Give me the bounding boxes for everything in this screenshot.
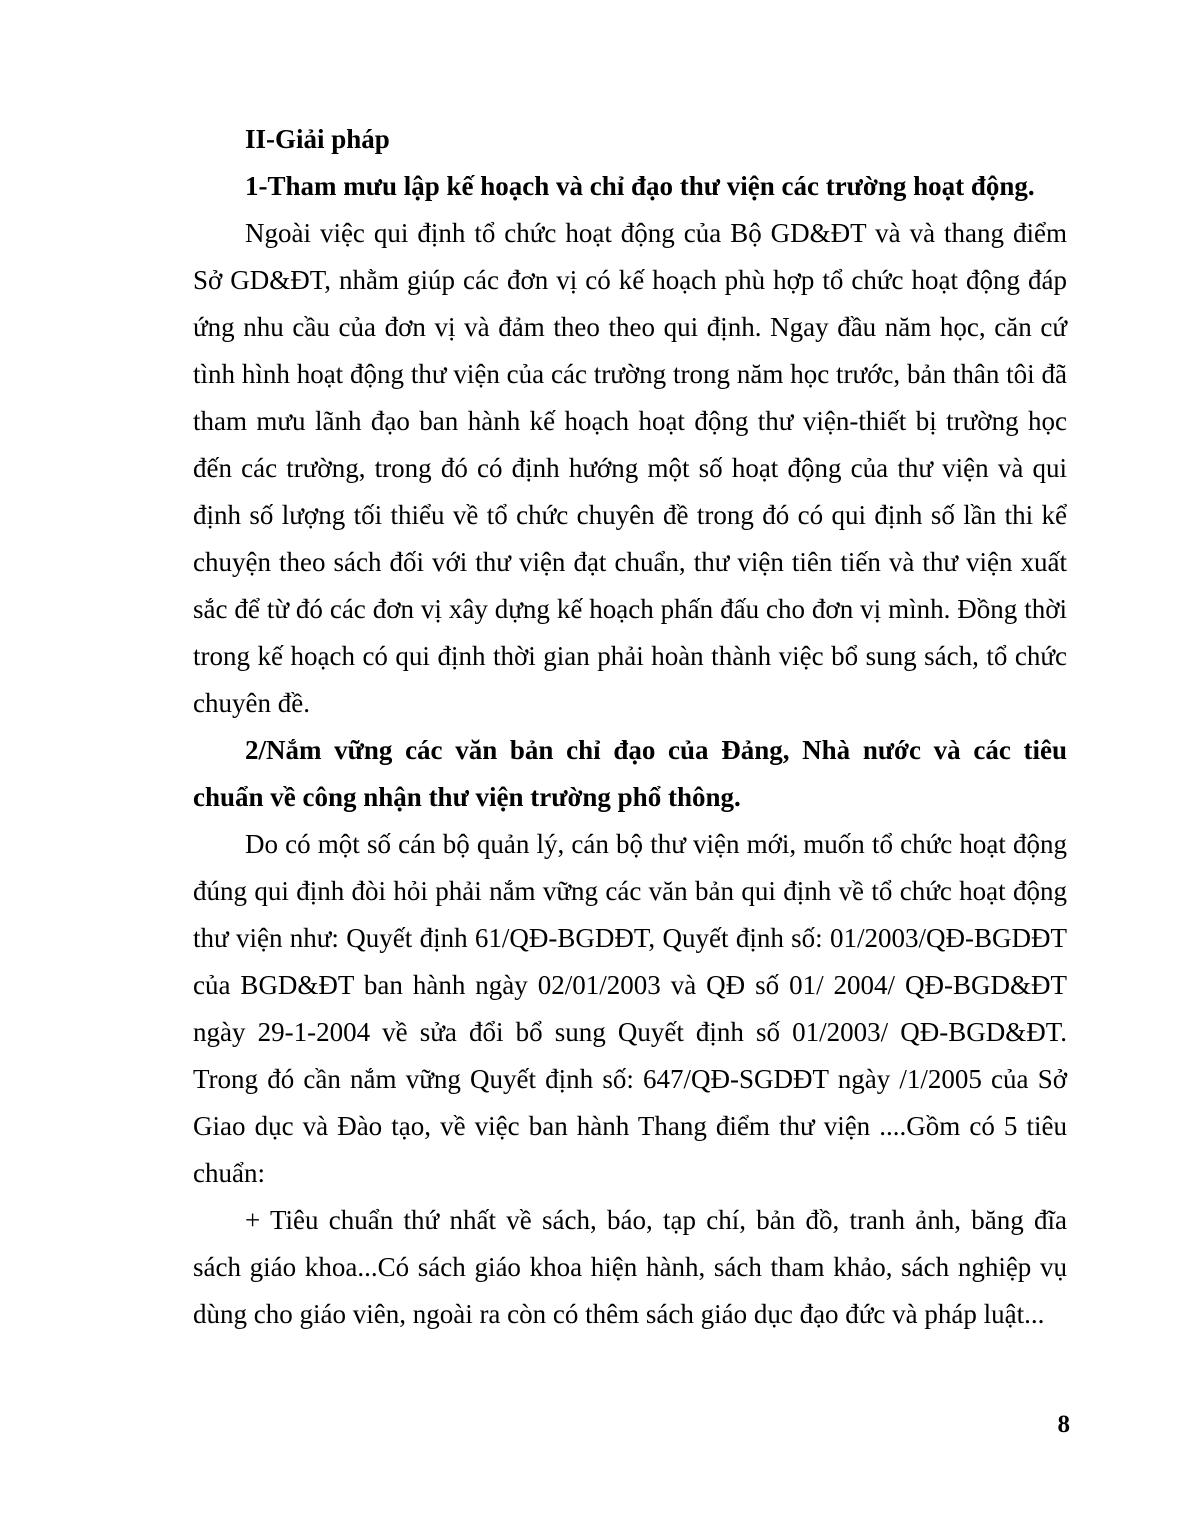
page-number: 8 — [1057, 1411, 1070, 1438]
subsection-1-title: 1-Tham mưu lập kế hoạch và chỉ đạo thư viện các trường hoạt động. — [245, 171, 1035, 201]
section-title: II-Giải pháp — [245, 124, 390, 154]
document-body — [193, 116, 1067, 1338]
paragraph-3: + Tiêu chuẩn thứ nhất về sách, báo, tạp chí, bản đồ, tranh ảnh, băng đĩa sách giáo khoa...Có sách giáo khoa hiện hành, sách tham khảo, sách nghiệp vụ dùng cho giáo viên, ngoài ra còn có thêm sách giáo dục đạo đức và pháp luật... — [193, 1205, 1067, 1329]
paragraph-2: Do có một số cán bộ quản lý, cán bộ thư viện mới, muốn tổ chức hoạt động đúng qui định đòi hỏi phải nắm vững các văn bản qui định về tổ chức hoạt động thư viện như: Quyết định 61/QĐ-BGDĐT, Quyết định số: 01/2003/QĐ-BGDĐT của BGD&ĐT ban hành ngày 02/01/2003 và QĐ số 01/ 2004/ QĐ-BGD&ĐT ngày 29-1-2004 về sửa đổi bổ sung Quyết định số 01/2003/ QĐ-BGD&ĐT. Trong đó cần nắm vững Quyết định số: 647/QĐ-SGDĐT ngày /1/2005 của Sở Giao dục và Đào tạo, về việc ban hành Thang điểm thư viện ....Gồm có 5 tiêu chuẩn: — [193, 829, 1067, 1188]
paragraph-1: Ngoài việc qui định tổ chức hoạt động của Bộ GD&ĐT và và thang điểm Sở GD&ĐT, nhằm giúp các đơn vị có kế hoạch phù hợp tổ chức hoạt động đáp ứng nhu cầu của đơn vị và đảm theo theo qui định. Ngay đầu năm học, căn cứ tình hình hoạt động thư viện của các trường trong năm học trước, bản thân tôi đã tham mưu lãnh đạo ban hành kế hoạch hoạt động thư viện-thiết bị trường học đến các trường, trong đó có định hướng một số hoạt động của thư viện và qui định số lượng tối thiểu về tổ chức chuyên đề trong đó có qui định số lần thi kể chuyện theo sách đối với thư viện đạt chuẩn, thư viện tiên tiến và thư viện xuất sắc để từ đó các đơn vị xây dựng kế hoạch phấn đấu cho đơn vị mình. Đồng thời trong kế hoạch có qui định thời gian phải hoàn thành việc bổ sung sách, tổ chức chuyên đề. — [193, 218, 1067, 718]
subsection-2-title: 2/Nắm vững các văn bản chỉ đạo của Đảng, Nhà nước và các tiêu chuẩn về công nhận thư viện trường phổ thông. — [193, 735, 1067, 812]
